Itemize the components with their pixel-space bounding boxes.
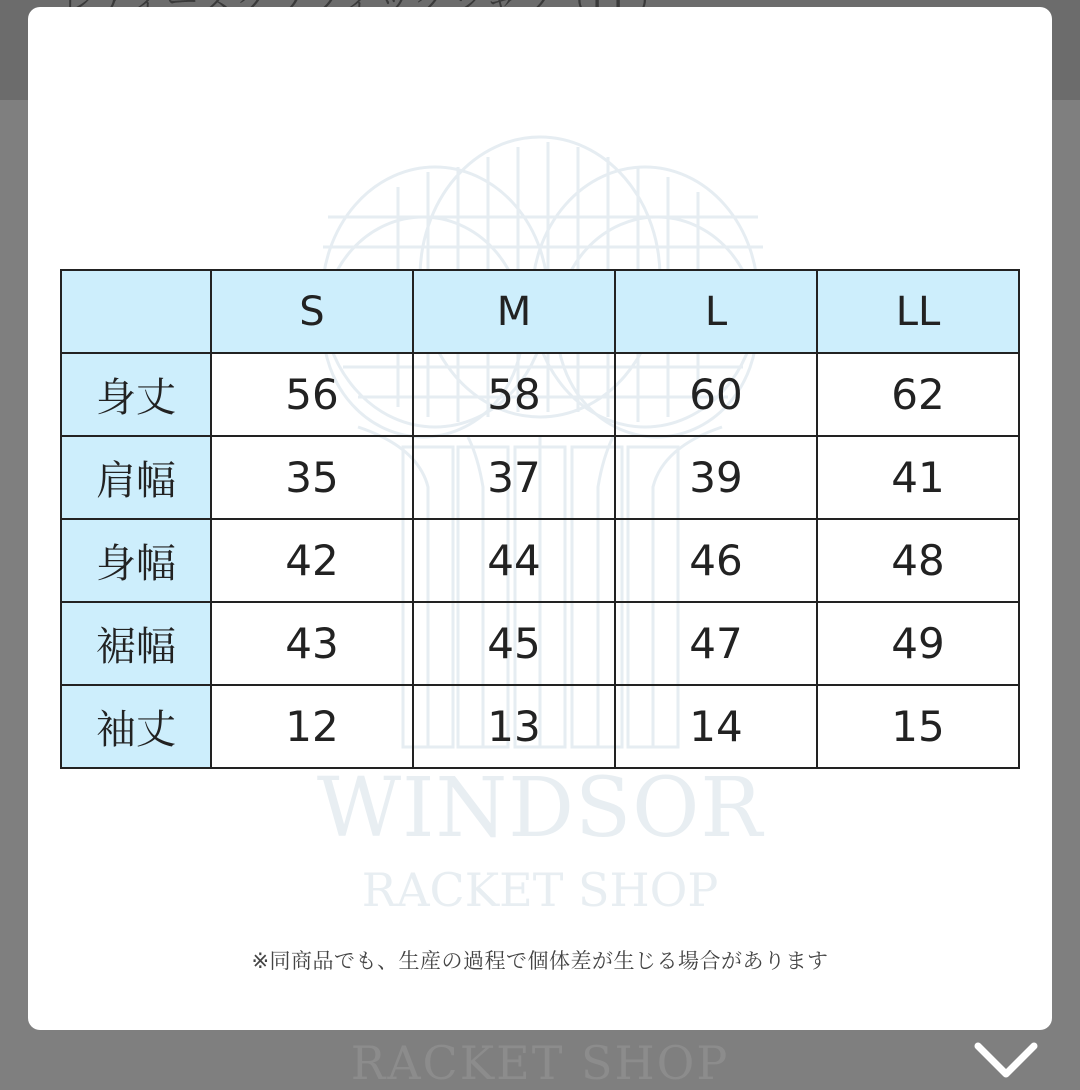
table-cell: 48 xyxy=(817,519,1019,602)
table-header-row xyxy=(61,270,1019,353)
table-cell: 14 xyxy=(615,685,817,768)
watermark-subtitle: RACKET SHOP xyxy=(361,863,719,917)
row-label: 身幅 xyxy=(61,519,211,602)
table-row xyxy=(61,602,1019,685)
table-cell: 56 xyxy=(211,353,413,436)
table-cell: 60 xyxy=(615,353,817,436)
row-label: 袖丈 xyxy=(61,685,211,768)
row-label: 裾幅 xyxy=(61,602,211,685)
header-size-m: M xyxy=(413,270,615,353)
header-corner-cell xyxy=(61,270,211,353)
table-cell: 58 xyxy=(413,353,615,436)
header-size-ll: LL xyxy=(817,270,1019,353)
header-size-s: S xyxy=(211,270,413,353)
table-cell: 62 xyxy=(817,353,1019,436)
table-cell: 43 xyxy=(211,602,413,685)
table-cell: 45 xyxy=(413,602,615,685)
table-cell: 46 xyxy=(615,519,817,602)
table-cell: 41 xyxy=(817,436,1019,519)
table-cell: 39 xyxy=(615,436,817,519)
disclaimer-note: ※同商品でも、生産の過程で個体差が生じる場合があります xyxy=(251,949,829,973)
table-cell: 15 xyxy=(817,685,1019,768)
chevron-down-icon[interactable] xyxy=(972,1040,1040,1080)
table-row xyxy=(61,519,1019,602)
header-size-l: L xyxy=(615,270,817,353)
table-cell: 35 xyxy=(211,436,413,519)
table-cell: 47 xyxy=(615,602,817,685)
table-cell: 42 xyxy=(211,519,413,602)
row-label: 身丈 xyxy=(61,353,211,436)
table-cell: 49 xyxy=(817,602,1019,685)
table-row xyxy=(61,685,1019,768)
table-cell: 37 xyxy=(413,436,615,519)
table-cell: 13 xyxy=(413,685,615,768)
table-row xyxy=(61,436,1019,519)
background-watermark-text: RACKET SHOP xyxy=(350,1036,730,1090)
table-cell: 12 xyxy=(211,685,413,768)
table-cell: 44 xyxy=(413,519,615,602)
image-viewer-card xyxy=(28,7,1052,1030)
size-chart-table xyxy=(60,269,1020,769)
row-label: 肩幅 xyxy=(61,436,211,519)
table-row xyxy=(61,353,1019,436)
watermark-title: WINDSOR xyxy=(316,761,764,856)
